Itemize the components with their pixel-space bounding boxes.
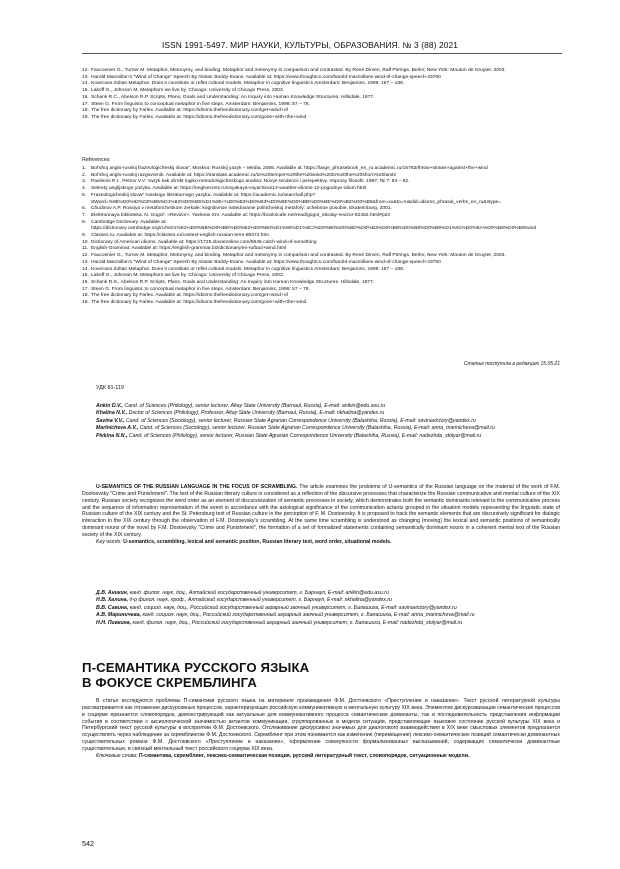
reference-text: The free dictionary by Farlex. Available at: https://idioms.thefreedictionary.com/gone+with+the+wind bbox=[91, 300, 307, 306]
reference-item bbox=[82, 193, 560, 206]
reference-item bbox=[82, 186, 560, 193]
reference-text: Frazeologicheskij slovar' russkogo literaturnogo yazyka. Available at: https://academic.ru/searchall.php?SWord=%95%D0%92%D0%B5%D1%82%D0%B5%D1%80+%D0%B2%D0%B3%D0%BE%D0%BB%D0%BE%D0%B2%D0%B5&from=xx&to=ru&did=idioms_phrasal_verbs_en_ru&stype= bbox=[91, 192, 502, 205]
reference-text: Harold Macmillan's "Wind of Change" Speech By Alistair Boddy-Evans. Available at: https://www.thoughtco.com/harold-macmillans-wind-of-change-speech-43760 bbox=[91, 259, 441, 265]
reference-text: Harold Macmillan's "Wind of Change" Speech By Alistair Boddy-Evans. Available at: https://www.thoughtco.com/harold-macmillans-wind-of-change-speech-43760 bbox=[91, 74, 441, 80]
author-name: Н.В. Халина, bbox=[96, 597, 129, 604]
reference-text: Schank R.S., Abelson R.P. Scripts, Plans, Goals and Understanding: An Inquiry into Human Knowledge Structures. Hillsdale, 1977. bbox=[91, 279, 375, 285]
author-affiliation: Cand. of Sciences (Sociology), senior lecturer, Russian State Agrarian Correspondence University (Balashiha, Russia), E-mail: anna_marinicheva@mail.ru bbox=[138, 425, 495, 432]
reference-number: 13. bbox=[82, 259, 89, 265]
references-heading: References bbox=[82, 157, 110, 163]
page-number: 542 bbox=[82, 839, 94, 848]
reference-number: 16. bbox=[82, 279, 89, 285]
header-rule bbox=[82, 53, 562, 54]
reference-item bbox=[82, 300, 560, 307]
author-entry bbox=[96, 410, 566, 417]
reference-number: 14. bbox=[82, 81, 89, 87]
author-affiliation: Cand. of Sciences (Sociology), senior lecturer, Russian State Agrarian Correspondence University (Balashiha, Russia), E-mail: savinavictory@yandex.ru bbox=[124, 417, 476, 424]
author-name: Marinicheva A.V., bbox=[96, 425, 139, 432]
reference-number: 14. bbox=[82, 266, 89, 272]
abstract-title: U-SEMANTICS OF THE RUSSIAN LANGUAGE IN THE FOCUS OF SCRAMBLING. bbox=[96, 484, 298, 490]
reference-text: Steen G. From linguistic to conceptual metaphor in five steps. Amsterdam: Benjamins, 1999: 57 – 78. bbox=[91, 286, 310, 292]
reference-number: 1. bbox=[82, 166, 87, 171]
reference-number: 19. bbox=[82, 300, 89, 306]
reference-text: Pavilenis R.I., Petrov V.V. Yazyk kak ob'ekt logiko-metodologicheskogo analiza: Novye tendencii i perspektivy. Voprosy filosofii. 1987; № 7: 54 – 62. bbox=[91, 179, 410, 185]
reference-text: English-Grammar. Available at: https://english-grammar.biz/dictionary/en-ru/bad+wind.html bbox=[91, 246, 287, 252]
reference-text: Classes.ru. Available at: https://classes.ru/context-english-russian-term-86372.htm bbox=[91, 233, 269, 239]
reference-text: Cambridge Dictionary. Available at: https://dictionary.cambridge.org/ru/%D1%81%D0%BB%D0%BE%D0%B2%D0%B0%D1%80%D1%8C/%D0%B0%D0%BD%D0%B3%D0%BB%D0%B8%D0%B9%D1%81%D0%BA%D0%B8%D0%B9/wind bbox=[91, 219, 537, 232]
reference-number: 2. bbox=[82, 172, 87, 178]
reference-item bbox=[82, 95, 560, 102]
reference-text: Lakoff G., Johnson M. Metaphors we live by. Chicago: University of Chicago Press, 2003. bbox=[91, 273, 285, 279]
reference-number: 6. bbox=[82, 206, 87, 212]
abstract-text: The article examines the problems of U-semantics of the Russian language on the material of the work of F.M. Dostoevsky "Crime and Punishment". The text of the Russian literary culture is considered as a reflection of the discursive processes that characterize the Russian communicative and mental culture of the XIX century. Russian society recognizes the word order as an element of discursivization of semantic processes in society, which demonstrates both the semantic dominants relevant to the communicative process and the sequence of information representation of the event in accordance with the axiological significance of the communication actants grouped in the situation models representing the linguistic state of Russian culture of the XIX century and the St. Petersburg text of Russian culture in the perception of F. M. Dostoevsky. It is proposed to track the semantic elements that are discursively significant for dialogic interaction in the XIX century through the observation of F.M. Dostoevsky's scrambling. At the same time scrambling is understood as changing (moving) the lexical and semantic positions of semantically dominant nouns of the novel by F.M. Dostoevsky "Crime and Punishment", the formation of a set of formalized statements containing semantically dominant nouns in a coherent mental text of the Russian society of the XIX century. bbox=[82, 484, 561, 538]
reference-number: 15. bbox=[82, 88, 89, 94]
authors-russian bbox=[96, 590, 566, 627]
reference-text: Chudinov A.P. Rossiya v metaforicheskom zerkale: kognitivnoe issledovanie politicheskoj metafory: uchebnoe posobie. Ekaterinburg, 2001. bbox=[91, 206, 392, 212]
reference-item bbox=[82, 233, 560, 240]
reference-number: 9. bbox=[82, 233, 87, 239]
reference-text: Bol'shoj anglo-russkij frazeologicheskij slovar'. Moskva: Russkij yazyk – Media, 2006. Available at: https://large_phrasebook_en_ru.academic.ru/15763/throw+straws+against+the+wind bbox=[91, 166, 488, 171]
continued-reference-list bbox=[82, 68, 560, 122]
reference-item bbox=[82, 68, 560, 75]
author-entry bbox=[96, 612, 566, 619]
reference-text: The free dictionary by Farlex. Available at: https://idioms.thefreedictionary.com/get+wind+of bbox=[91, 108, 288, 114]
title-line-2: В ФОКУСЕ СКРЕМБЛИНГА bbox=[82, 674, 257, 690]
author-name: Khalina N.V., bbox=[96, 410, 128, 417]
reference-number: 18. bbox=[82, 293, 89, 299]
author-affiliation: канд. филол. наук, доц., Алтайский государственный университет, г. Барнаул, E-mail: anikin@edu.asu.ru bbox=[128, 590, 389, 596]
abstract-russian-text: В статье исследуются проблемы П-семантики русского языка на материале произведения Ф.М. Достоевского «Преступление и наказание». Текст русской литературной культуры рассматривается как отражение дискурсивных процессов, характеризующих российскую коммуникативную и ментальную культуру XIX века. Элементом дискурсивизации семантических процессов в социуме признается словопорядок, демонстрирующий как актуальные для коммуникативного процесса семантические доминанты, так и последовательность представления информации события в соответствии с аксиологической значимостью актантов коммуникации, сгруппированных в модели ситуации, представляющие языковое состояние русской культуры XIX века и Петербургский текст русской культуры в восприятии Ф.М. Достоевского. Отслеживание дискурсивно значимых для диалогового взаимодействия в XIX веке смысловых элементов предлагается осуществлять через наблюдение за скремблингом Ф.М. Достоевского. Скремблинг при этом понимается как изменение (перемещение) лексико-семантических позиций семантически доминантных существительных романа Ф.М. Достоевского «Преступление и наказание», оформление совокупности формализованных высказываний, содержащих семантически доминантные существительные, в связный ментальный текст российского социума XIX века. bbox=[82, 698, 560, 752]
reference-item bbox=[82, 260, 560, 267]
reference-text: Elektronnaya biblioteka. N. Gogol'. «Revizor». Yavlenie XIV. Available at: https://bookscafe.net/read/gogol_nikolay-revizor-82462.html#p23 bbox=[91, 212, 390, 218]
author-affiliation: д-р филол. наук, проф., Алтайский государственный университет, г. Барнаул, E-mail: nkhalina@yandex.ru bbox=[128, 597, 392, 604]
author-name: Н.Н. Пивкина, bbox=[96, 619, 132, 626]
keywords-label: Key words: bbox=[96, 538, 122, 545]
reference-number: 19. bbox=[82, 114, 89, 120]
title-line-1: П-СЕМАНТИКА РУССКОГО ЯЗЫКА bbox=[82, 660, 310, 675]
keywords-ru-text: П-семантика, скремблинг, лексико-семантическая позиция, русский литературный текст, словопорядок, ситуационные модели. bbox=[137, 752, 470, 759]
reference-text: Dictionary of American idioms. Available at: https://1725.slovaronline.com/6645-catch-wind-of-something bbox=[91, 239, 317, 245]
abstract-english bbox=[82, 484, 560, 546]
author-name: Savina V.V., bbox=[96, 417, 125, 424]
reference-text: Lakoff G., Johnson M. Metaphors we live by. Chicago: University of Chicago Press, 2003. bbox=[91, 88, 285, 94]
reference-number: 3. bbox=[82, 179, 87, 185]
author-entry bbox=[96, 418, 566, 425]
reference-item bbox=[82, 273, 560, 280]
reference-item bbox=[82, 213, 560, 220]
reference-number: 8. bbox=[82, 219, 87, 225]
reference-item bbox=[82, 280, 560, 287]
references-list bbox=[82, 166, 560, 307]
reference-text: Kovecses Zoltan Metaphor. Does it constitute or reflet cultural models. Metaphor in cognitive linguistics Amsterdam: Benjamins, 1999: 167 – 188. bbox=[91, 266, 405, 272]
article-title-russian bbox=[82, 661, 309, 690]
reference-number: 12. bbox=[82, 253, 89, 259]
reference-text: Bol'shoj anglo-russkij razgovornik. Available at: https://translate.academic.ru/to%20temper%20the%20wind%20to%20the%20shorn%20lamb/ bbox=[91, 172, 397, 178]
received-date: Статья поступила в редакцию 15.05.21 bbox=[463, 361, 560, 367]
author-affiliation: Doctor of Sciences (Philology), Professor, Altay State University (Barnaul, Russia), E-mail: nkhalina@yandex.ru bbox=[127, 410, 385, 417]
author-affiliation: канд. социол. наук, доц., Российский государственный аграрный заочный университет, г. Балашиха, E-mail: savinavictory@yandex.ru bbox=[128, 604, 457, 611]
reference-number: 16. bbox=[82, 94, 89, 100]
author-entry bbox=[96, 403, 566, 410]
authors-english bbox=[96, 403, 566, 440]
author-entry bbox=[96, 620, 566, 627]
reference-text: The free dictionary by Farlex. Available at: https://idioms.thefreedictionary.com/get+wind+of bbox=[91, 293, 288, 299]
author-name: В.В. Савина, bbox=[96, 604, 129, 611]
author-entry bbox=[96, 597, 566, 604]
reference-text: Kovecses Zoltan Metaphor. Does it constitute or reflet cultural models. Metaphor in cognitive linguistics Amsterdam: Benjamins, 1999: 167 – 188. bbox=[91, 81, 405, 87]
reference-number: 4. bbox=[82, 186, 87, 192]
reference-item bbox=[82, 88, 560, 95]
reference-number: 17. bbox=[82, 101, 89, 107]
author-entry bbox=[96, 425, 566, 432]
reference-item bbox=[82, 220, 560, 233]
reference-number: 13. bbox=[82, 74, 89, 80]
reference-number: 10. bbox=[82, 239, 89, 245]
reference-number: 17. bbox=[82, 286, 89, 292]
author-entry bbox=[96, 433, 566, 440]
author-affiliation: Cand. of Sciences (Philology), senior lecturer, Altay State University (Barnaul, Russia), E-mail: anikin@edu.asu.ru bbox=[122, 403, 386, 409]
reference-number: 12. bbox=[82, 68, 89, 73]
reference-item bbox=[82, 115, 560, 122]
reference-text: Fauconnier G., Turner M. Metaphor, Metonymy, and binding. Metaphor and metonymy in comparison and contrasted. By René Dirven, Ralf Pörings. Berlin; New York: Mouton de Gruyter, 2003. bbox=[91, 253, 506, 259]
reference-number: 7. bbox=[82, 212, 87, 218]
reference-text: The free dictionary by Farlex. Available at: https://idioms.thefreedictionary.com/gone+with+the+wind bbox=[91, 114, 307, 120]
keywords-text: U-semantics, scrambling, lexical and semantic position, Russian literary text, word order, situational models. bbox=[121, 538, 392, 545]
reference-text: Fauconnier G., Turner M. Metaphor, Metonymy, and binding. Metaphor and metonymy in comparison and contrasted. By René Dirven, Ralf Pörings. Berlin; New York: Mouton de Gruyter, 2003. bbox=[91, 68, 506, 73]
reference-number: 11. bbox=[82, 246, 89, 252]
reference-item bbox=[82, 108, 560, 115]
author-affiliation: канд. филол. наук, доц., Российский государственный аграрный заочный университет, г. Балашиха, E-mail: nadezhda_stolyar@mail.ru bbox=[131, 619, 463, 626]
reference-text: Steen G. From linguistic to conceptual metaphor in five steps. Amsterdam: Benjamins, 1999: 57 – 78. bbox=[91, 101, 310, 107]
reference-item bbox=[82, 206, 560, 213]
author-name: Pivkina N.N., bbox=[96, 432, 128, 439]
author-affiliation: канд. социол. наук, доц., Российский государственный аграрный заочный университет, г. Балашиха, E-mail: anna_marinicheva@mail.ru bbox=[141, 612, 475, 619]
reference-number: 18. bbox=[82, 108, 89, 114]
running-header: ISSN 1991-5497. МИР НАУКИ, КУЛЬТУРЫ, ОБРАЗОВАНИЯ. № 3 (88) 2021 bbox=[162, 40, 458, 50]
author-name: Ankin D.V., bbox=[96, 403, 123, 409]
author-affiliation: Cand. of Sciences (Philology), senior lecturer, Russian State Agrarian Correspondence University (Balashiha, Russia), E-mail: nadezhda_stolyar@mail.ru bbox=[127, 432, 482, 439]
udc-code: УДК 81-119 bbox=[96, 385, 124, 391]
abstract-russian bbox=[82, 698, 560, 760]
reference-item bbox=[82, 166, 560, 173]
reference-text: Sekrety anglijskogo yazyka. Available at: https://englsecrets.ru/vsyakaya-vsyachina/12-weather-idioms-12-pogodnyx-idiom.html bbox=[91, 186, 367, 192]
author-name: А.В. Мариничева, bbox=[96, 612, 142, 619]
author-name: Д.В. Аникин, bbox=[96, 590, 129, 596]
keywords-ru-label: Ключевые слова: bbox=[96, 752, 138, 759]
reference-item bbox=[82, 253, 560, 260]
reference-number: 5. bbox=[82, 192, 87, 198]
reference-text: Schank R.C., Abelson R.P. Scripts, Plans, Goals and Understanding: An Inquiry into Human Knowledge Structures. Hillsdale, 1977. bbox=[91, 94, 375, 100]
reference-number: 15. bbox=[82, 273, 89, 279]
